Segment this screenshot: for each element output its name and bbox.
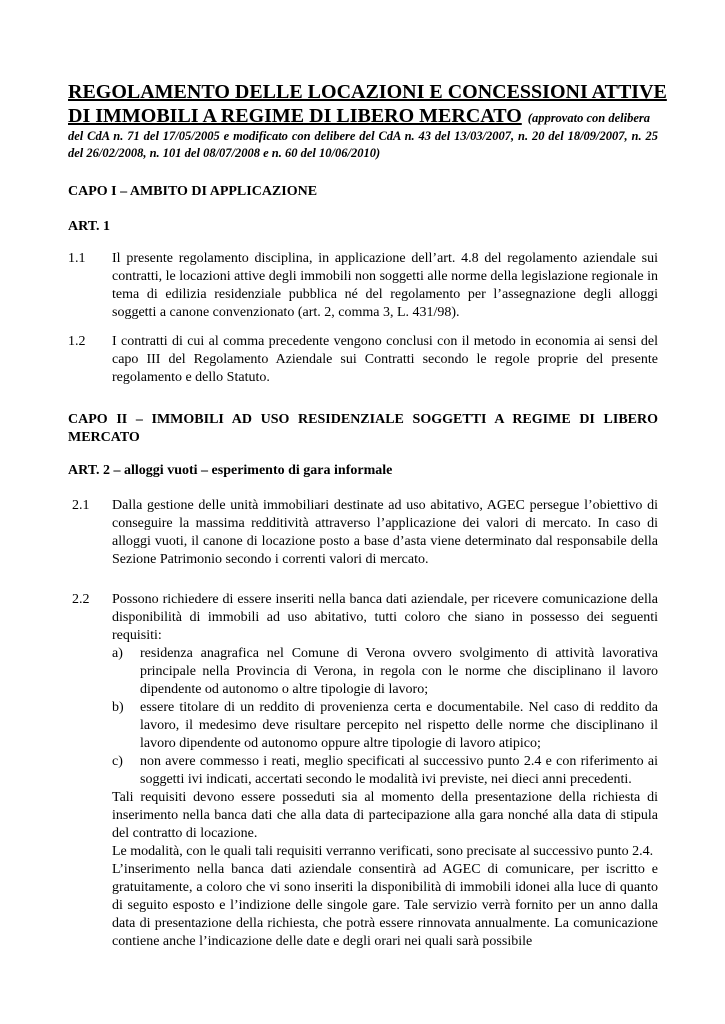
paragraph-number: 2.2 bbox=[72, 592, 90, 607]
title-line-2: DI IMMOBILI A REGIME DI LIBERO MERCATO bbox=[68, 105, 522, 127]
paragraph-1-1 bbox=[68, 250, 658, 322]
list-item-text: residenza anagrafica nel Comune di Verona ovvero svolgimento di attività lavorativa principale nella Provincia di Verona, in regola con le norme che disciplinano il lavoro dipendente od autonomo o altre tipologie di lavoro; bbox=[140, 646, 658, 697]
list-item-text: non avere commesso i reati, meglio specificati al successivo punto 2.4 e con riferimento ai soggetti ivi indicati, accertati secondo le modalità ivi previste, nei dieci anni precedenti. bbox=[140, 754, 658, 787]
paragraph-number: 2.1 bbox=[72, 498, 90, 513]
art-1-heading: ART. 1 bbox=[68, 219, 111, 234]
paragraph-number: 1.1 bbox=[68, 251, 86, 266]
approval-note: del CdA n. 71 del 17/05/2005 e modificato con delibere del CdA n. 43 del 13/03/2007, n. 20 del 18/09/2007, n. 25 del 26/02/2008, n. 101 del 08/07/2008 e n. 60 del 10/06/2010) bbox=[68, 129, 658, 160]
title-line-1: REGOLAMENTO DELLE LOCAZIONI E CONCESSIONI ATTIVE bbox=[68, 81, 667, 103]
approval-note-start: (approvato con delibera bbox=[527, 111, 650, 125]
art-2-heading: ART. 2 – alloggi vuoti – esperimento di gara informale bbox=[68, 463, 393, 478]
capo-2-heading: CAPO II – IMMOBILI AD USO RESIDENZIALE SOGGETTI A REGIME DI LIBERO MERCATO bbox=[68, 412, 658, 445]
paragraph-text: I contratti di cui al comma precedente vengono conclusi con il metodo in economia ai sensi del capo III del Regolamento Aziendale sui Contratti secondo le regole proprie del presente regolamento e dello Statuto. bbox=[112, 334, 658, 385]
list-item bbox=[112, 753, 658, 789]
paragraph-number: 1.2 bbox=[68, 334, 86, 349]
paragraph-text: Le modalità, con le quali tali requisiti verranno verificati, sono precisate al successivo punto 2.4. bbox=[112, 844, 654, 859]
capo-1-heading: CAPO I – AMBITO DI APPLICAZIONE bbox=[68, 184, 318, 199]
paragraph-2-2 bbox=[112, 591, 658, 951]
list-marker: b) bbox=[112, 700, 124, 715]
list-item-text: essere titolare di un reddito di provenienza certa e documentabile. Nel caso di reddito da lavoro, il medesimo deve risultare percepito nel rispetto delle norme che disciplinano il lavoro dipendente od autonomo oppure altre tipologie di lavoro atipico; bbox=[140, 700, 658, 751]
paragraph-text: L’inserimento nella banca dati aziendale consentirà ad AGEC di comunicare, per iscritto e gratuitamente, a coloro che vi sono inseriti la disponibilità di immobili idonei alla luce di quanto di seguito esposto e l’indizione delle singole gare. Tale servizio verrà fornito per un anno dalla data di presentazione della richiesta, che potrà essere rinnovata annualmente. La comunicazione contiene anche l’indicazione delle date e degli orari nei quali sarà possibile bbox=[112, 862, 658, 949]
paragraph-text: Il presente regolamento disciplina, in applicazione dell’art. 4.8 del regolamento aziendale sui contratti, le locazioni attive degli immobili non soggetti alle norme della legislazione regionale in tema di edilizia residenziale pubblica né del regolamento per l’assegnazione degli alloggi soggetti a canone convenzionato (art. 2, comma 3, L. 431/98). bbox=[112, 251, 658, 320]
document-title bbox=[68, 80, 667, 130]
paragraph-1-2 bbox=[68, 333, 658, 387]
title-line-2-row bbox=[68, 104, 658, 130]
list-marker: c) bbox=[112, 754, 123, 769]
list-item bbox=[112, 699, 658, 753]
paragraph-2-1 bbox=[68, 497, 658, 569]
list-item bbox=[112, 645, 658, 699]
paragraph-text: Tali requisiti devono essere posseduti sia al momento della presentazione della richiesta di inserimento nella banca dati che alla data di partecipazione alla gara nonché alla data di stipula del contratto di locazione. bbox=[112, 790, 658, 841]
paragraph-text: Dalla gestione delle unità immobiliari destinate ad uso abitativo, AGEC persegue l’obiettivo di conseguire la massima redditività attraverso l’applicazione dei valori di mercato. In caso di alloggi vuoti, il canone di locazione posto a base d’asta viene determinato dal responsabile della Sezione Patrimonio secondo i correnti valori di mercato. bbox=[112, 498, 658, 567]
paragraph-intro: Possono richiedere di essere inseriti nella banca dati aziendale, per ricevere comunicazione della disponibilità di immobili ad uso abitativo, tutti coloro che siano in possesso dei seguenti requisiti: bbox=[112, 592, 658, 643]
list-marker: a) bbox=[112, 646, 123, 661]
